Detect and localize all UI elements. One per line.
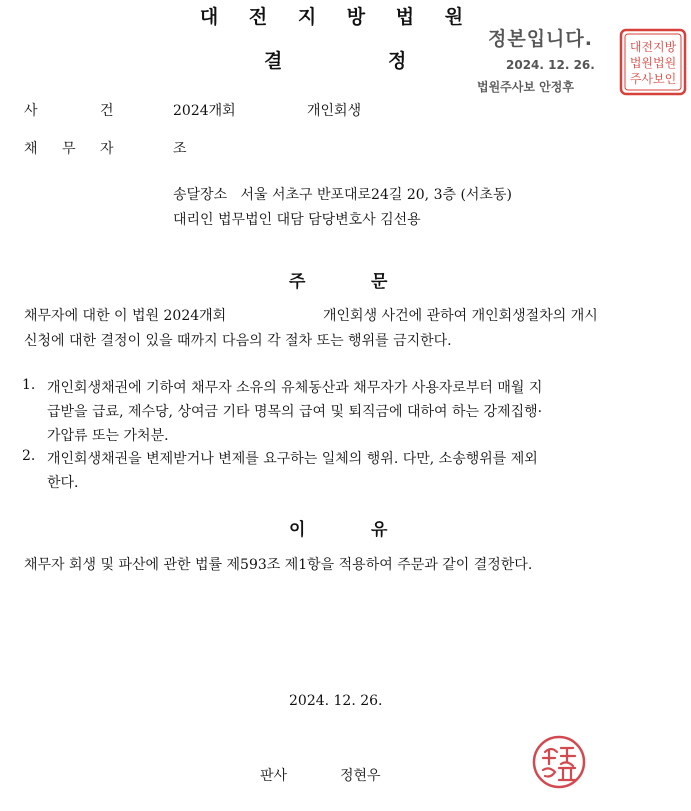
order-intro-line-2: 신청에 대한 결정이 있을 때까지 다음의 각 절차 또는 행위를 금지한다. <box>24 333 452 349</box>
order-item-2-line-2: 한다. <box>47 475 79 491</box>
order-item-1-number: 1. <box>22 377 36 393</box>
reason-heading-char-1: 이 <box>289 520 306 540</box>
certified-copy-date: 2024. 12. 26. <box>506 58 595 72</box>
order-heading-char-2: 문 <box>371 272 388 292</box>
debtor-label-char-3: 자 <box>100 141 114 157</box>
decision-title <box>264 46 407 73</box>
reason-text: 채무자 회생 및 파산에 관한 법률 제593조 제1항을 적용하여 주문과 같이 결정한다. <box>24 557 533 573</box>
order-heading-char-1: 주 <box>289 272 306 292</box>
decision-date: 2024. 12. 26. <box>289 693 383 709</box>
order-heading <box>289 267 388 292</box>
debtor-label-char-2: 무 <box>62 141 76 157</box>
judge-name: 정현우 <box>340 768 381 784</box>
legal-representative: 대리인 법무법인 대담 담당변호사 김선용 <box>173 212 421 228</box>
case-label-char-1: 사 <box>24 103 38 119</box>
court-clerk-seal <box>619 28 687 96</box>
seal-line-2: 법원법원 <box>629 56 677 70</box>
decision-title-char-1: 결 <box>264 50 283 72</box>
case-name: 개인회생 <box>307 103 362 119</box>
order-item-1-line-1: 개인회생채권에 기하여 채무자 소유의 유체동산과 채무자가 사용자로부터 매월 지 <box>47 380 543 396</box>
order-intro-part-1: 채무자에 대한 이 법원 2024개회 <box>24 308 227 324</box>
service-address: 송달장소 서울 서초구 반포대로24길 20, 3층 (서초동) <box>173 187 512 203</box>
reason-heading-char-2: 유 <box>371 520 388 540</box>
order-item-2-number: 2. <box>22 448 36 464</box>
case-label-char-2: 건 <box>100 103 114 119</box>
debtor-name: 조 <box>173 141 187 157</box>
decision-title-char-2: 정 <box>388 50 407 72</box>
order-item-2-line-1: 개인회생채권을 변제받거나 변제를 요구하는 일체의 행위. 다만, 소송행위를 제외 <box>47 451 538 467</box>
judge-seal <box>531 734 587 790</box>
debtor-label-char-1: 채 <box>24 141 38 157</box>
seal-line-1: 대전지방 <box>629 40 677 54</box>
order-intro-part-2: 개인회생 사건에 관하여 개인회생절차의 개시 <box>323 308 598 324</box>
reason-heading <box>289 515 388 540</box>
certified-copy-title: 정본입니다. <box>488 28 593 50</box>
seal-line-3: 주사보인 <box>629 72 677 86</box>
order-item-1-line-2: 급받을 급료, 제수당, 상여금 기타 명목의 급여 및 퇴직금에 대하여 하는 강제집행· <box>47 404 543 420</box>
judge-label: 판사 <box>260 768 288 784</box>
case-number: 2024개회 <box>173 103 236 119</box>
court-name: 대 전 지 방 법 원 <box>199 6 476 28</box>
certified-copy-officer: 법원주사보 안정후 <box>477 80 574 94</box>
order-item-1-line-3: 가압류 또는 가처분. <box>47 428 169 444</box>
